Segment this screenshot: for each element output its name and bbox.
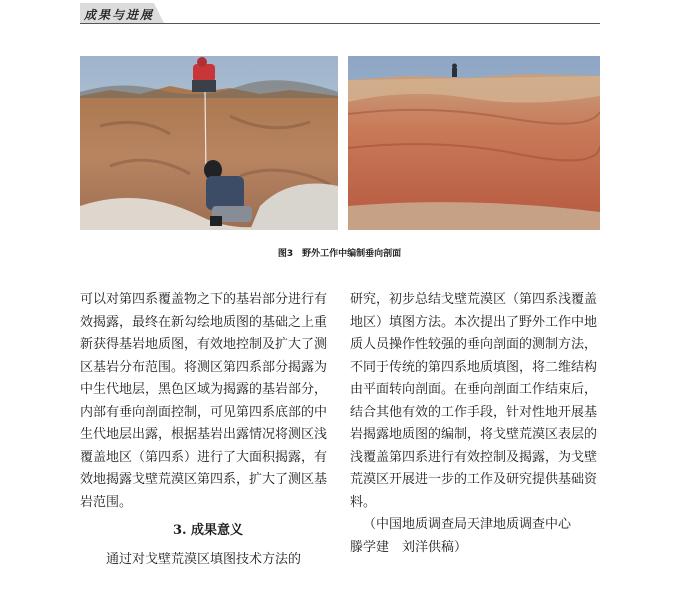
figure-caption: 图3 野外工作中编制垂向剖面 (277, 249, 402, 259)
body-paragraph-start: 通过对戈壁荒漠区填图技术方法的 (106, 551, 302, 567)
body-paragraph: 研究，初步总结戈壁荒漠区（第四系浅覆盖地区）填图方法。本次提出了野外工作中地质人员操作性较强的垂向剖面的测制方法，不同于传统的第四系地质填图，将二维结构由平面转向剖面。在垂向剖面工作结束后，结合其他有效的工作手段，针对性地开展基岩揭露地质图的编制，将戈壁荒漠区表层的浅覆盖第四系进行有效控制及揭露，为戈壁荒漠区开展进一步的工作及研究提供基础资料。 (350, 292, 598, 510)
figure-photo-left (80, 56, 338, 230)
section-heading: 3. 成果意义 (172, 523, 244, 538)
credit-line: （中国地质调查局天津地质调查中心 (363, 517, 572, 532)
section-label: 成果与进展 (84, 8, 155, 22)
left-column (80, 289, 336, 571)
header-rule (80, 23, 600, 24)
right-column (350, 289, 602, 559)
outcrop-photo-with-workers (80, 56, 338, 230)
worker-distant (452, 64, 457, 78)
credit-authors: 滕学建 刘洋供稿） (350, 539, 468, 555)
body-paragraph: 可以对第四系覆盖物之下的基岩部分进行有效揭露，最终在新勾绘地质图的基础之上重新获得基岩地质图，有效地控制及扩大了测区基岩分布范围。将测区第四系部分揭露为中生代地层，黑色区域为揭露的基岩部分，内部有垂向剖面控制，可见第四系底部的中生代地层出露，根据基岩出露情况将测区浅覆盖地区（第四系）进行了大面积揭露，有效地揭露戈壁荒漠区第四系，扩大了测区基岩范围。 (80, 292, 328, 510)
figure-photo-right (348, 56, 600, 230)
red-bed-cliff-photo (348, 56, 600, 230)
